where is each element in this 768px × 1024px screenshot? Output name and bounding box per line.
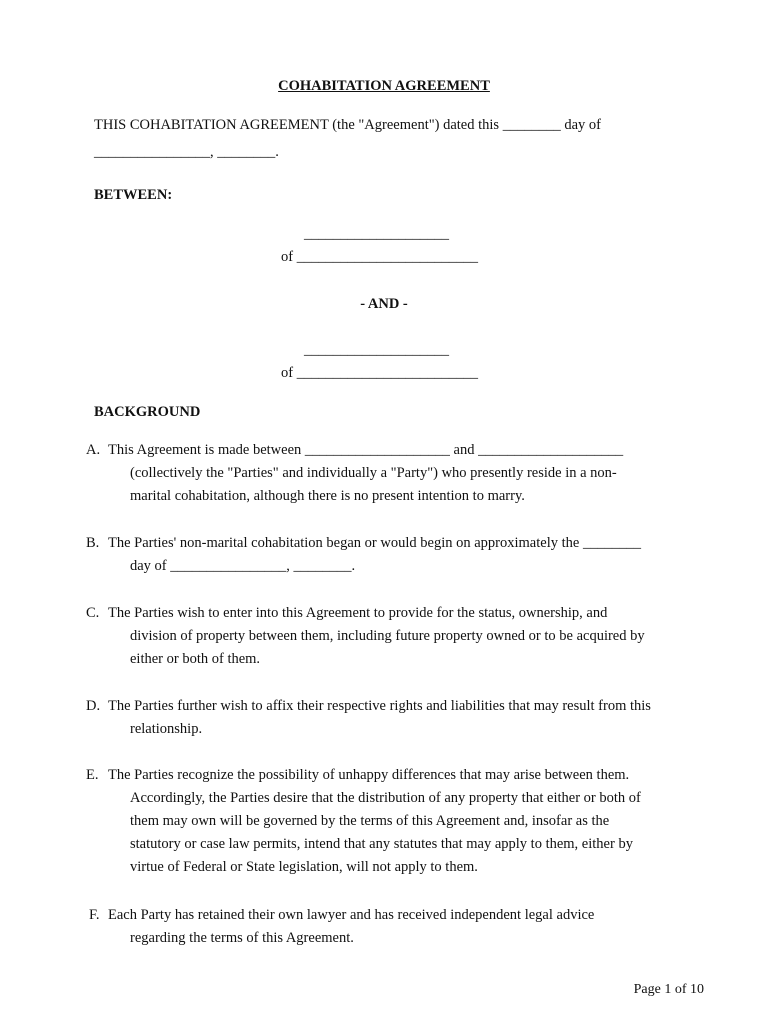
clause-label: F. bbox=[89, 907, 100, 923]
clause-label: A. bbox=[86, 442, 101, 458]
clause-line: Accordingly, the Parties desire that the distribution of any property that either or both of bbox=[130, 790, 641, 806]
clause-line: relationship. bbox=[130, 721, 203, 737]
party1-name-blank: ____________________ bbox=[304, 226, 449, 242]
clause-line: marital cohabitation, although there is no present intention to marry. bbox=[130, 488, 525, 504]
clause-line: division of property between them, including future property owned or to be acquired by bbox=[130, 628, 645, 644]
clause-line: virtue of Federal or State legislation, will not apply to them. bbox=[130, 859, 478, 875]
intro-line-1: THIS COHABITATION AGREEMENT (the "Agreement") dated this ________ day of bbox=[94, 117, 601, 133]
clause-label: C. bbox=[86, 605, 100, 621]
clause-line: This Agreement is made between ____________________ and ____________________ bbox=[108, 442, 624, 458]
clause-d bbox=[86, 695, 696, 741]
clause-line: either or both of them. bbox=[130, 651, 261, 667]
clause-f bbox=[86, 904, 696, 950]
clause-label: D. bbox=[86, 698, 101, 714]
party2-address-line: of _________________________ bbox=[281, 365, 478, 381]
clause-line: (collectively the "Parties" and individually a "Party") who presently reside in a non- bbox=[130, 465, 617, 481]
clause-b bbox=[86, 532, 696, 578]
clause-line: Each Party has retained their own lawyer and has received independent legal advice bbox=[108, 907, 595, 923]
clause-line: The Parties recognize the possibility of unhappy differences that may arise between them. bbox=[108, 767, 630, 783]
clause-line: The Parties' non-marital cohabitation began or would begin on approximately the ________ bbox=[108, 535, 641, 551]
clause-label: B. bbox=[86, 535, 100, 551]
clause-line: them may own will be governed by the terms of this Agreement and, insofar as the bbox=[130, 813, 610, 829]
party2-name-blank: ____________________ bbox=[304, 342, 449, 358]
page-number: Page 1 of 10 bbox=[633, 982, 704, 997]
between-heading: BETWEEN: bbox=[94, 187, 173, 203]
clause-c bbox=[86, 602, 696, 671]
party1-address-line: of _________________________ bbox=[281, 249, 478, 265]
background-heading: BACKGROUND bbox=[94, 404, 201, 420]
and-separator: - AND - bbox=[360, 296, 408, 312]
clause-line: The Parties wish to enter into this Agreement to provide for the status, ownership, and bbox=[108, 605, 608, 621]
clause-e bbox=[86, 764, 696, 879]
clause-line: day of ________________, ________. bbox=[130, 558, 356, 574]
clause-line: statutory or case law permits, intend that any statutes that may apply to them, either by bbox=[130, 836, 633, 852]
clause-line: regarding the terms of this Agreement. bbox=[130, 930, 354, 946]
clause-a bbox=[86, 439, 696, 508]
clause-label: E. bbox=[86, 767, 99, 783]
clause-line: The Parties further wish to affix their respective rights and liabilities that may result from this bbox=[108, 698, 651, 714]
intro-line-2: ________________, ________. bbox=[94, 144, 279, 160]
document-title: COHABITATION AGREEMENT bbox=[278, 78, 490, 94]
